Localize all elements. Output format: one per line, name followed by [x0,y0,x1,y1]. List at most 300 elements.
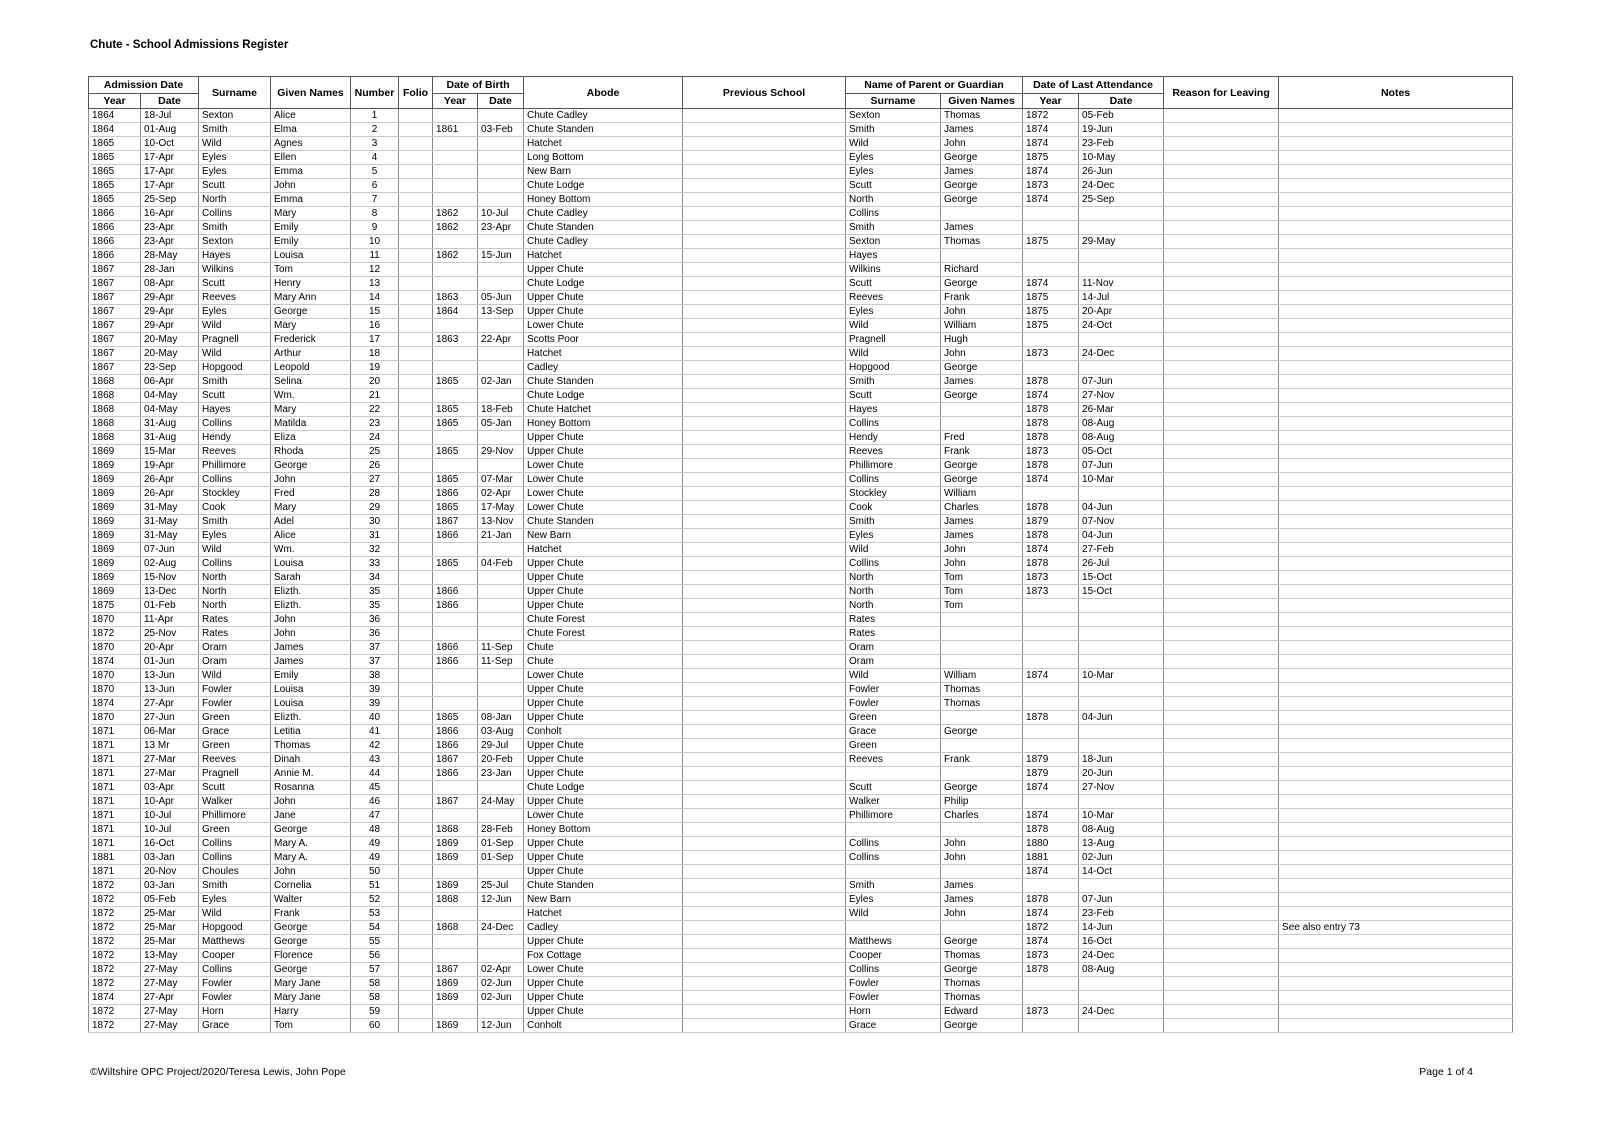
cell-adm_date: 01-Aug [141,123,199,137]
cell-adm_year: 1881 [89,851,141,865]
cell-last_year: 1874 [1023,935,1079,949]
cell-folio [399,291,433,305]
cell-last_year: 1878 [1023,417,1079,431]
cell-adm_date: 19-Apr [141,459,199,473]
cell-previous_school [683,837,846,851]
table-row [89,683,1513,697]
cell-folio [399,375,433,389]
cell-previous_school [683,711,846,725]
subheader-admission-date: Date [141,94,199,109]
table-row [89,305,1513,319]
cell-parent_surname: Hayes [846,249,941,263]
cell-dob_date [478,179,524,193]
cell-parent_surname: Collins [846,837,941,851]
cell-surname: Fowler [199,697,271,711]
cell-parent_given: Thomas [941,235,1023,249]
table-row [89,991,1513,1005]
cell-parent_given: George [941,361,1023,375]
cell-previous_school [683,823,846,837]
table-row [89,529,1513,543]
cell-dob_date [478,459,524,473]
cell-last_date: 13-Aug [1079,837,1164,851]
cell-reason [1164,865,1279,879]
cell-previous_school [683,179,846,193]
cell-last_date [1079,207,1164,221]
cell-last_year [1023,725,1079,739]
cell-parent_surname: Smith [846,375,941,389]
cell-reason [1164,361,1279,375]
cell-given_names: John [271,795,351,809]
cell-reason [1164,683,1279,697]
table-row [89,613,1513,627]
cell-parent_given: John [941,851,1023,865]
cell-folio [399,501,433,515]
cell-dob_year [433,319,478,333]
cell-parent_given: George [941,277,1023,291]
cell-given_names: Henry [271,277,351,291]
cell-notes [1279,333,1513,347]
cell-last_date [1079,697,1164,711]
cell-last_date: 10-Mar [1079,669,1164,683]
cell-last_year [1023,613,1079,627]
cell-reason [1164,389,1279,403]
cell-adm_year: 1868 [89,417,141,431]
cell-number: 42 [351,739,399,753]
cell-adm_date: 25-Mar [141,935,199,949]
cell-number: 6 [351,179,399,193]
cell-abode: Cadley [524,921,683,935]
cell-given_names: Arthur [271,347,351,361]
cell-last_year [1023,263,1079,277]
cell-last_date: 07-Jun [1079,893,1164,907]
cell-reason [1164,837,1279,851]
cell-parent_given: George [941,781,1023,795]
cell-last_date [1079,991,1164,1005]
cell-notes [1279,1005,1513,1019]
cell-dob_date [478,683,524,697]
cell-last_date: 24-Dec [1079,179,1164,193]
cell-number: 54 [351,921,399,935]
cell-number: 34 [351,571,399,585]
cell-adm_year: 1871 [89,823,141,837]
cell-surname: Hopgood [199,361,271,375]
cell-previous_school [683,893,846,907]
cell-number: 4 [351,151,399,165]
cell-parent_given: Thomas [941,991,1023,1005]
cell-parent_surname: Smith [846,515,941,529]
cell-number: 38 [351,669,399,683]
cell-adm_date: 28-Jan [141,263,199,277]
cell-adm_year: 1868 [89,431,141,445]
cell-abode: Chute [524,641,683,655]
cell-adm_date: 27-May [141,1005,199,1019]
cell-previous_school [683,165,846,179]
cell-given_names: Mary [271,403,351,417]
cell-dob_year: 1862 [433,249,478,263]
cell-adm_year: 1871 [89,753,141,767]
cell-last_date: 27-Nov [1079,389,1164,403]
cell-notes [1279,865,1513,879]
cell-adm_year: 1867 [89,347,141,361]
header-notes: Notes [1279,77,1513,109]
cell-adm_year: 1865 [89,165,141,179]
cell-parent_given: Fred [941,431,1023,445]
cell-given_names: Jane [271,809,351,823]
cell-last_date [1079,333,1164,347]
cell-number: 26 [351,459,399,473]
cell-notes [1279,431,1513,445]
cell-last_year: 1878 [1023,893,1079,907]
cell-last_year: 1878 [1023,459,1079,473]
cell-parent_surname: Eyles [846,305,941,319]
table-row [89,585,1513,599]
cell-adm_date: 27-Mar [141,753,199,767]
cell-surname: Collins [199,557,271,571]
cell-dob_date [478,389,524,403]
cell-given_names: Ellen [271,151,351,165]
cell-last_year: 1873 [1023,179,1079,193]
cell-folio [399,893,433,907]
cell-reason [1164,823,1279,837]
cell-adm_year: 1866 [89,221,141,235]
cell-number: 23 [351,417,399,431]
cell-notes [1279,347,1513,361]
cell-surname: Sexton [199,235,271,249]
cell-notes [1279,403,1513,417]
cell-number: 5 [351,165,399,179]
cell-reason [1164,879,1279,893]
cell-parent_given: James [941,221,1023,235]
cell-dob_date [478,543,524,557]
cell-surname: Hopgood [199,921,271,935]
cell-surname: Eyles [199,529,271,543]
cell-previous_school [683,655,846,669]
cell-reason [1164,445,1279,459]
cell-notes [1279,487,1513,501]
cell-adm_year: 1871 [89,739,141,753]
cell-given_names: John [271,473,351,487]
cell-parent_surname: Reeves [846,291,941,305]
cell-parent_given [941,865,1023,879]
cell-dob_date: 02-Jun [478,991,524,1005]
cell-folio [399,165,433,179]
cell-dob_year [433,683,478,697]
cell-dob_date: 10-Jul [478,207,524,221]
cell-parent_surname: Hopgood [846,361,941,375]
cell-parent_surname: North [846,571,941,585]
cell-folio [399,179,433,193]
cell-notes [1279,599,1513,613]
cell-previous_school [683,599,846,613]
cell-last_year [1023,683,1079,697]
cell-parent_surname: Eyles [846,893,941,907]
cell-number: 56 [351,949,399,963]
cell-dob_year: 1863 [433,333,478,347]
cell-notes [1279,683,1513,697]
cell-adm_year: 1870 [89,641,141,655]
table-row [89,571,1513,585]
subheader-dob-year: Year [433,94,478,109]
cell-adm_year: 1874 [89,991,141,1005]
cell-adm_year: 1869 [89,487,141,501]
cell-parent_surname: Cook [846,501,941,515]
cell-adm_date: 25-Mar [141,907,199,921]
table-row [89,319,1513,333]
cell-folio [399,403,433,417]
cell-abode: Upper Chute [524,977,683,991]
cell-last_date: 24-Dec [1079,949,1164,963]
cell-reason [1164,739,1279,753]
cell-adm_year: 1865 [89,151,141,165]
cell-parent_surname: Smith [846,221,941,235]
table-row [89,109,1513,123]
cell-parent_given [941,767,1023,781]
cell-abode: Upper Chute [524,305,683,319]
cell-adm_date: 06-Apr [141,375,199,389]
cell-parent_given: Thomas [941,697,1023,711]
cell-adm_date: 31-May [141,501,199,515]
cell-parent_surname: Matthews [846,935,941,949]
cell-notes [1279,389,1513,403]
table-row [89,263,1513,277]
cell-parent_given: James [941,375,1023,389]
cell-number: 57 [351,963,399,977]
cell-adm_year: 1870 [89,669,141,683]
table-row [89,123,1513,137]
cell-dob_date [478,809,524,823]
cell-last_year: 1874 [1023,123,1079,137]
cell-surname: Cook [199,501,271,515]
cell-folio [399,431,433,445]
cell-reason [1164,347,1279,361]
cell-notes [1279,515,1513,529]
cell-last_year [1023,599,1079,613]
cell-folio [399,529,433,543]
cell-adm_year: 1869 [89,501,141,515]
cell-given_names: Louisa [271,249,351,263]
cell-previous_school [683,501,846,515]
cell-last_year: 1875 [1023,151,1079,165]
cell-abode: Chute Lodge [524,781,683,795]
cell-previous_school [683,347,846,361]
cell-abode: Upper Chute [524,585,683,599]
cell-dob_date: 23-Jan [478,767,524,781]
table-row [89,963,1513,977]
cell-notes [1279,109,1513,123]
cell-last_date: 05-Oct [1079,445,1164,459]
cell-number: 58 [351,991,399,1005]
cell-previous_school [683,921,846,935]
cell-surname: Sexton [199,109,271,123]
cell-parent_surname: Rates [846,613,941,627]
table-row [89,221,1513,235]
cell-abode: Lower Chute [524,963,683,977]
cell-adm_year: 1869 [89,459,141,473]
cell-last_year [1023,1019,1079,1033]
cell-reason [1164,809,1279,823]
cell-reason [1164,599,1279,613]
cell-reason [1164,137,1279,151]
cell-given_names: Louisa [271,557,351,571]
cell-previous_school [683,529,846,543]
cell-last_date [1079,627,1164,641]
cell-parent_given: Frank [941,753,1023,767]
cell-last_date [1079,879,1164,893]
cell-folio [399,823,433,837]
cell-adm_year: 1865 [89,193,141,207]
cell-dob_year [433,165,478,179]
cell-last_year: 1873 [1023,347,1079,361]
table-row [89,767,1513,781]
cell-previous_school [683,375,846,389]
cell-given_names: Elizth. [271,585,351,599]
cell-last_year [1023,879,1079,893]
cell-parent_surname: Sexton [846,109,941,123]
cell-abode: Upper Chute [524,739,683,753]
cell-last_date [1079,599,1164,613]
cell-surname: Smith [199,515,271,529]
cell-reason [1164,333,1279,347]
cell-last_year [1023,641,1079,655]
page-title: Chute - School Admissions Register [90,39,289,51]
header-abode: Abode [524,77,683,109]
cell-parent_given: George [941,935,1023,949]
cell-given_names: Harry [271,1005,351,1019]
cell-previous_school [683,319,846,333]
table-row [89,949,1513,963]
cell-number: 13 [351,277,399,291]
cell-given_names: Cornelia [271,879,351,893]
cell-adm_year: 1872 [89,921,141,935]
cell-abode: Honey Bottom [524,193,683,207]
cell-notes [1279,179,1513,193]
cell-folio [399,655,433,669]
cell-adm_date: 27-May [141,963,199,977]
cell-notes [1279,585,1513,599]
cell-parent_given: James [941,515,1023,529]
cell-folio [399,739,433,753]
cell-last_year: 1878 [1023,501,1079,515]
cell-last_year: 1874 [1023,165,1079,179]
cell-adm_year: 1872 [89,977,141,991]
cell-dob_date [478,585,524,599]
cell-notes [1279,235,1513,249]
cell-dob_date [478,193,524,207]
cell-dob_year [433,669,478,683]
cell-adm_year: 1868 [89,403,141,417]
cell-given_names: Walter [271,893,351,907]
cell-given_names: George [271,935,351,949]
cell-notes [1279,669,1513,683]
cell-surname: Scutt [199,389,271,403]
cell-surname: Smith [199,879,271,893]
cell-surname: Wild [199,907,271,921]
cell-abode: Chute Forest [524,613,683,627]
cell-surname: Hayes [199,249,271,263]
cell-adm_date: 29-Apr [141,305,199,319]
cell-adm_year: 1871 [89,781,141,795]
cell-reason [1164,235,1279,249]
cell-adm_date: 31-May [141,529,199,543]
cell-parent_given: Frank [941,291,1023,305]
cell-reason [1164,431,1279,445]
cell-last_year: 1875 [1023,319,1079,333]
cell-adm_year: 1871 [89,865,141,879]
cell-last_date: 18-Jun [1079,753,1164,767]
cell-previous_school [683,1019,846,1033]
cell-given_names: Emma [271,193,351,207]
cell-notes [1279,123,1513,137]
table-row [89,543,1513,557]
cell-notes [1279,991,1513,1005]
cell-last_year [1023,991,1079,1005]
cell-last_date: 29-May [1079,235,1164,249]
cell-reason [1164,725,1279,739]
cell-folio [399,669,433,683]
cell-dob_year [433,571,478,585]
cell-notes: See also entry 73 [1279,921,1513,935]
cell-abode: Chute Lodge [524,389,683,403]
cell-parent_surname: Scutt [846,389,941,403]
cell-parent_surname: Wild [846,137,941,151]
cell-folio [399,445,433,459]
cell-dob_date: 29-Jul [478,739,524,753]
cell-reason [1164,501,1279,515]
cell-adm_year: 1866 [89,249,141,263]
cell-notes [1279,529,1513,543]
table-row [89,431,1513,445]
table-row [89,389,1513,403]
cell-adm_date: 23-Apr [141,221,199,235]
cell-adm_date: 29-Apr [141,291,199,305]
cell-adm_year: 1870 [89,711,141,725]
cell-folio [399,599,433,613]
cell-dob_year [433,109,478,123]
cell-dob_date [478,571,524,585]
cell-given_names: George [271,459,351,473]
cell-previous_school [683,977,846,991]
cell-folio [399,767,433,781]
cell-dob_date [478,277,524,291]
cell-last_date: 19-Jun [1079,123,1164,137]
cell-adm_date: 07-Jun [141,543,199,557]
table-row [89,935,1513,949]
header-given-names: Given Names [271,77,351,109]
cell-last_date: 23-Feb [1079,907,1164,921]
cell-parent_surname [846,921,941,935]
cell-adm_year: 1872 [89,907,141,921]
cell-adm_year: 1870 [89,613,141,627]
cell-abode: Chute Lodge [524,277,683,291]
cell-folio [399,263,433,277]
cell-reason [1164,319,1279,333]
cell-abode: Chute Hatchet [524,403,683,417]
cell-adm_year: 1872 [89,627,141,641]
cell-abode: Upper Chute [524,431,683,445]
cell-folio [399,725,433,739]
cell-last_date: 14-Oct [1079,865,1164,879]
cell-previous_school [683,949,846,963]
cell-previous_school [683,753,846,767]
cell-notes [1279,291,1513,305]
cell-surname: Smith [199,123,271,137]
table-row [89,375,1513,389]
cell-abode: Chute Standen [524,375,683,389]
cell-last_date: 26-Jul [1079,557,1164,571]
cell-number: 37 [351,655,399,669]
cell-last_date: 07-Nov [1079,515,1164,529]
table-header [89,77,1513,109]
